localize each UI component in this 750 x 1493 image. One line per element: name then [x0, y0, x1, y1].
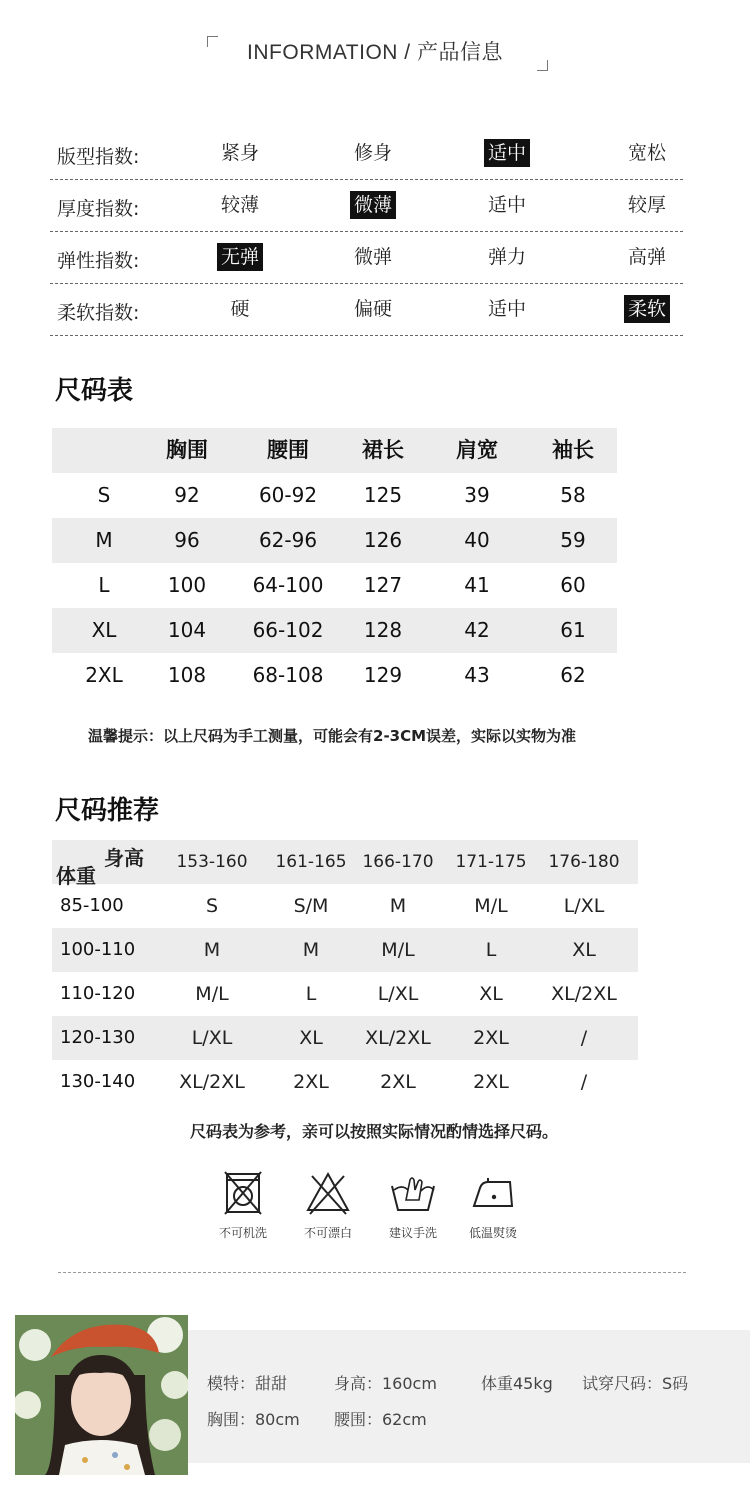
size-chart-cell: 59 — [560, 528, 586, 552]
size-chart-cell: 66-102 — [252, 618, 324, 642]
recommend-cell: M/L — [381, 939, 415, 961]
size-chart-row — [52, 473, 617, 518]
size-chart-row — [52, 653, 617, 698]
size-chart-cell: 43 — [464, 663, 490, 687]
index-label: 柔软指数: — [57, 302, 140, 324]
index-option: 较薄 — [220, 194, 260, 216]
size-chart-cell: 125 — [363, 483, 403, 507]
index-row — [50, 180, 683, 232]
index-option-selected: 柔软 — [624, 295, 670, 323]
care-item-hand-wash — [380, 1170, 446, 1241]
size-chart-cell: 96 — [174, 528, 200, 552]
index-label: 厚度指数: — [57, 198, 140, 220]
recommend-cell: / — [580, 1027, 588, 1049]
recommend-cell: XL/2XL — [179, 1071, 245, 1093]
header — [0, 36, 750, 66]
divider — [58, 1272, 686, 1273]
size-chart-cell: 92 — [174, 483, 200, 507]
recommend-cell: XL — [572, 939, 596, 961]
size-chart-header: 袖长 — [552, 438, 594, 462]
page-title: INFORMATION / 产品信息 — [247, 41, 503, 64]
index-option: 微弹 — [353, 246, 393, 268]
recommend-cell: 2XL — [473, 1027, 509, 1049]
index-option: 高弹 — [627, 246, 667, 268]
size-recommend-title: 尺码推荐 — [55, 796, 160, 826]
size-chart-row — [52, 563, 617, 608]
recommend-row — [52, 972, 638, 1016]
recommend-height-header: 176-180 — [548, 852, 620, 872]
size-chart-cell: XL — [91, 618, 117, 642]
index-option: 宽松 — [627, 142, 667, 164]
no-bleach-icon — [304, 1170, 352, 1216]
index-label: 版型指数: — [57, 146, 140, 168]
recommend-cell: L/XL — [563, 895, 605, 917]
recommend-cell: M — [302, 939, 320, 961]
model-size: 试穿尺码：S码 — [582, 1374, 689, 1393]
index-option-selected: 适中 — [484, 139, 530, 167]
recommend-cell: S/M — [293, 895, 329, 917]
size-chart-title: 尺码表 — [55, 376, 134, 406]
size-chart-cell: 62 — [560, 663, 586, 687]
size-chart-header-row — [52, 428, 617, 473]
size-chart-cell: 58 — [560, 483, 586, 507]
size-chart-cell: 41 — [464, 573, 490, 597]
size-chart-header: 腰围 — [267, 438, 309, 462]
recommend-weight: 110-120 — [60, 983, 136, 1004]
recommend-cell: M — [203, 939, 221, 961]
size-chart-cell: 39 — [464, 483, 490, 507]
care-item-no-bleach — [295, 1170, 361, 1241]
care-label: 低温熨烫 — [468, 1226, 517, 1240]
care-label: 建议手洗 — [388, 1226, 437, 1240]
size-chart-cell: 62-96 — [258, 528, 318, 552]
no-machine-wash-icon — [223, 1170, 263, 1216]
index-option: 偏硬 — [353, 298, 393, 320]
care-item-low-iron — [460, 1170, 526, 1241]
recommend-corner-height: 身高 — [104, 846, 144, 870]
size-chart-cell: 2XL — [85, 663, 123, 687]
model-height: 身高：160cm — [334, 1374, 437, 1393]
size-chart-cell: 104 — [167, 618, 207, 642]
product-index-table — [50, 128, 683, 336]
size-chart-cell: 108 — [167, 663, 207, 687]
model-info-panel — [180, 1330, 750, 1463]
model-photo-image — [15, 1315, 188, 1475]
recommend-cell: / — [580, 1071, 588, 1093]
hand-wash-icon — [388, 1170, 438, 1216]
index-option: 弹力 — [487, 246, 527, 268]
low-iron-icon — [468, 1170, 518, 1216]
model-photo — [15, 1315, 188, 1475]
size-chart-header: 肩宽 — [456, 438, 498, 462]
recommend-weight: 120-130 — [60, 1027, 136, 1048]
size-chart-header: 胸围 — [166, 438, 208, 462]
recommend-height-header: 161-165 — [275, 852, 347, 872]
recommend-cell: L — [305, 983, 317, 1005]
size-chart-cell: 126 — [363, 528, 403, 552]
recommend-cell: L/XL — [191, 1027, 233, 1049]
recommend-header-row — [52, 840, 638, 888]
recommend-cell: L — [485, 939, 497, 961]
size-chart-cell: 100 — [167, 573, 207, 597]
recommend-cell: M/L — [195, 983, 229, 1005]
model-name: 模特：甜甜 — [207, 1374, 288, 1393]
size-chart-cell: 42 — [464, 618, 490, 642]
recommend-row — [52, 928, 638, 972]
size-chart-cell: M — [95, 528, 113, 552]
size-chart-cell: 128 — [363, 618, 403, 642]
size-chart-cell: 64-100 — [252, 573, 324, 597]
size-chart-header: 裙长 — [362, 438, 404, 462]
index-option: 紧身 — [220, 142, 260, 164]
recommend-weight: 100-110 — [60, 939, 136, 960]
recommend-row — [52, 1016, 638, 1060]
recommend-height-header: 166-170 — [362, 852, 434, 872]
size-chart-cell: 127 — [363, 573, 403, 597]
model-weight: 体重45kg — [481, 1374, 553, 1393]
size-chart-cell: 68-108 — [252, 663, 324, 687]
size-chart-row — [52, 518, 617, 563]
recommend-cell: XL/2XL — [551, 983, 617, 1005]
size-chart-cell: S — [97, 483, 111, 507]
index-option: 较厚 — [627, 194, 667, 216]
index-option: 修身 — [353, 142, 393, 164]
care-item-no-machine-wash — [210, 1170, 276, 1241]
model-waist: 腰围：62cm — [334, 1410, 427, 1429]
size-chart-cell: 61 — [560, 618, 586, 642]
size-chart-cell: 129 — [363, 663, 403, 687]
recommend-cell: XL — [299, 1027, 323, 1049]
recommend-row — [52, 1060, 638, 1104]
recommend-weight: 130-140 — [60, 1071, 136, 1092]
size-chart-cell: 40 — [464, 528, 490, 552]
index-option: 适中 — [487, 194, 527, 216]
recommend-cell: S — [205, 895, 219, 917]
index-option: 硬 — [230, 298, 250, 320]
index-row — [50, 232, 683, 284]
size-chart-cell: L — [98, 573, 110, 597]
recommend-cell: M — [389, 895, 407, 917]
care-label: 不可机洗 — [218, 1226, 267, 1240]
recommend-cell: 2XL — [473, 1071, 509, 1093]
index-row — [50, 284, 683, 336]
size-chart-row — [52, 608, 617, 653]
size-recommend-note: 尺码表为参考，亲可以按照实际情况酌情选择尺码。 — [190, 1122, 559, 1141]
recommend-corner-weight: 体重 — [56, 864, 96, 888]
care-label: 不可漂白 — [303, 1226, 352, 1240]
recommend-cell: 2XL — [380, 1071, 416, 1093]
size-chart-note: 温馨提示：以上尺码为手工测量，可能会有2-3CM误差，实际以实物为准 — [88, 727, 577, 745]
size-chart-cell: 60-92 — [258, 483, 318, 507]
recommend-row — [52, 884, 638, 928]
recommend-height-header: 171-175 — [455, 852, 527, 872]
index-option-selected: 无弹 — [217, 243, 263, 271]
size-recommend-table — [52, 840, 638, 1104]
index-option-selected: 微薄 — [350, 191, 396, 219]
index-row — [50, 128, 683, 180]
recommend-cell: XL — [479, 983, 503, 1005]
recommend-cell: L/XL — [377, 983, 419, 1005]
recommend-cell: M/L — [474, 895, 508, 917]
recommend-height-header: 153-160 — [176, 852, 248, 872]
index-label: 弹性指数: — [57, 250, 140, 272]
recommend-cell: 2XL — [293, 1071, 329, 1093]
recommend-cell: XL/2XL — [365, 1027, 431, 1049]
size-chart-table — [52, 428, 617, 698]
index-option: 适中 — [487, 298, 527, 320]
size-chart-cell: 60 — [560, 573, 586, 597]
model-bust: 胸围：80cm — [207, 1410, 300, 1429]
recommend-weight: 85-100 — [60, 895, 124, 916]
